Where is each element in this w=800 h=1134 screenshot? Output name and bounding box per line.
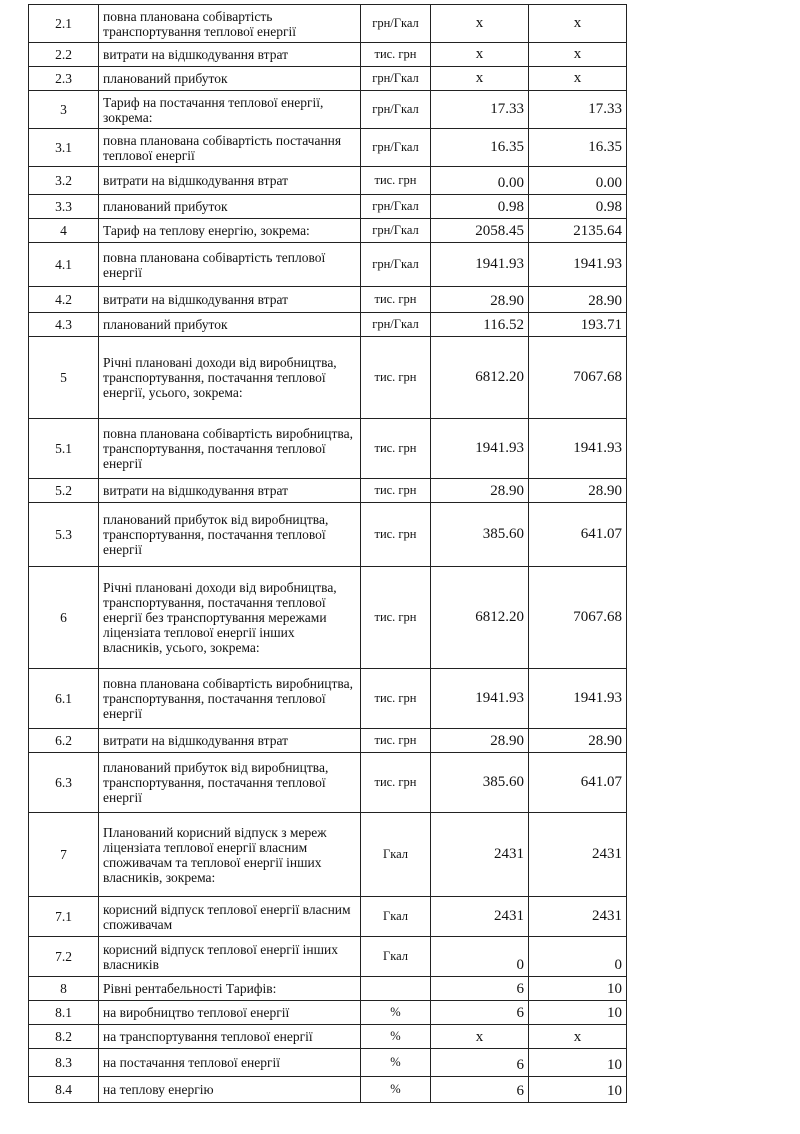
row-number: 2.2 xyxy=(29,43,99,67)
row-indicator-name: планований прибуток xyxy=(99,67,361,91)
row-indicator-name: повна планована собівартість виробництва, транспортування, постачання теплової енергії xyxy=(99,669,361,729)
row-unit: тис. грн xyxy=(361,729,431,753)
row-number: 2.1 xyxy=(29,5,99,43)
table-row xyxy=(29,567,627,669)
row-number: 4 xyxy=(29,219,99,243)
row-value-1: 2058.45 xyxy=(431,219,529,243)
row-value-2: 28.90 xyxy=(529,729,627,753)
tariff-table-body xyxy=(29,5,627,1103)
row-unit: грн/Гкал xyxy=(361,67,431,91)
row-indicator-name: корисний відпуск теплової енергії інших власників xyxy=(99,937,361,977)
tariff-table xyxy=(28,4,627,1103)
row-value-1: 2431 xyxy=(431,813,529,897)
row-indicator-name: корисний відпуск теплової енергії власним споживачам xyxy=(99,897,361,937)
row-value-2: 10 xyxy=(529,1001,627,1025)
row-value-1: 6812.20 xyxy=(431,567,529,669)
row-value-1: 6 xyxy=(431,1049,529,1077)
table-row xyxy=(29,937,627,977)
row-number: 5.2 xyxy=(29,479,99,503)
row-value-2: 2431 xyxy=(529,897,627,937)
row-number: 8.4 xyxy=(29,1077,99,1103)
row-value-1: 6 xyxy=(431,977,529,1001)
row-value-2: 0 xyxy=(529,937,627,977)
row-value-2: 7067.68 xyxy=(529,337,627,419)
row-value-2: х xyxy=(529,67,627,91)
row-indicator-name: на транспортування теплової енергії xyxy=(99,1025,361,1049)
row-unit: тис. грн xyxy=(361,167,431,195)
table-row xyxy=(29,1001,627,1025)
row-value-2: 0.98 xyxy=(529,195,627,219)
row-value-1: х xyxy=(431,5,529,43)
row-indicator-name: на виробництво теплової енергії xyxy=(99,1001,361,1025)
row-value-2: 7067.68 xyxy=(529,567,627,669)
row-indicator-name: планований прибуток xyxy=(99,313,361,337)
row-indicator-name: витрати на відшкодування втрат xyxy=(99,167,361,195)
row-unit: тис. грн xyxy=(361,287,431,313)
table-row xyxy=(29,195,627,219)
row-unit: грн/Гкал xyxy=(361,219,431,243)
row-value-2: 28.90 xyxy=(529,287,627,313)
row-number: 7.2 xyxy=(29,937,99,977)
row-value-1: 116.52 xyxy=(431,313,529,337)
row-unit: тис. грн xyxy=(361,669,431,729)
row-value-2: х xyxy=(529,1025,627,1049)
table-row xyxy=(29,67,627,91)
row-value-1: 0.00 xyxy=(431,167,529,195)
row-indicator-name: витрати на відшкодування втрат xyxy=(99,287,361,313)
row-unit: Гкал xyxy=(361,813,431,897)
row-indicator-name: витрати на відшкодування втрат xyxy=(99,729,361,753)
row-unit: тис. грн xyxy=(361,753,431,813)
row-indicator-name: Тариф на теплову енергію, зокрема: xyxy=(99,219,361,243)
row-number: 3.3 xyxy=(29,195,99,219)
row-number: 8.2 xyxy=(29,1025,99,1049)
row-unit: % xyxy=(361,1077,431,1103)
table-row xyxy=(29,729,627,753)
row-number: 3 xyxy=(29,91,99,129)
table-row xyxy=(29,5,627,43)
row-number: 7 xyxy=(29,813,99,897)
row-indicator-name: на теплову енергію xyxy=(99,1077,361,1103)
row-unit: грн/Гкал xyxy=(361,243,431,287)
row-value-2: 17.33 xyxy=(529,91,627,129)
row-indicator-name: Річні плановані доходи від виробництва, транспортування, постачання теплової енергії без транспортування мережами ліцензіата теплової енергії інших власників, усього, зокрема: xyxy=(99,567,361,669)
row-value-1: 6 xyxy=(431,1001,529,1025)
table-row xyxy=(29,1025,627,1049)
row-value-2: х xyxy=(529,43,627,67)
row-indicator-name: планований прибуток від виробництва, транспортування, постачання теплової енергії xyxy=(99,753,361,813)
table-row xyxy=(29,419,627,479)
table-row xyxy=(29,479,627,503)
table-row xyxy=(29,313,627,337)
row-value-2: 193.71 xyxy=(529,313,627,337)
row-value-2: х xyxy=(529,5,627,43)
table-row xyxy=(29,91,627,129)
row-value-2: 10 xyxy=(529,1077,627,1103)
row-number: 8.1 xyxy=(29,1001,99,1025)
row-number: 5.1 xyxy=(29,419,99,479)
table-row xyxy=(29,219,627,243)
row-number: 6 xyxy=(29,567,99,669)
table-row xyxy=(29,813,627,897)
row-value-1: 28.90 xyxy=(431,479,529,503)
row-indicator-name: повна планована собівартість постачання теплової енергії xyxy=(99,129,361,167)
row-value-1: 16.35 xyxy=(431,129,529,167)
table-row xyxy=(29,503,627,567)
row-indicator-name: Рівні рентабельності Тарифів: xyxy=(99,977,361,1001)
row-value-1: 385.60 xyxy=(431,753,529,813)
row-number: 5.3 xyxy=(29,503,99,567)
row-unit: тис. грн xyxy=(361,43,431,67)
row-value-2: 2135.64 xyxy=(529,219,627,243)
table-row xyxy=(29,977,627,1001)
row-indicator-name: повна планована собівартість транспортування теплової енергії xyxy=(99,5,361,43)
row-value-2: 1941.93 xyxy=(529,419,627,479)
row-indicator-name: Річні плановані доходи від виробництва, транспортування, постачання теплової енергії, усього, зокрема: xyxy=(99,337,361,419)
row-number: 8 xyxy=(29,977,99,1001)
table-row xyxy=(29,243,627,287)
row-unit: % xyxy=(361,1001,431,1025)
table-row xyxy=(29,287,627,313)
table-row xyxy=(29,337,627,419)
row-indicator-name: на постачання теплової енергії xyxy=(99,1049,361,1077)
row-value-2: 2431 xyxy=(529,813,627,897)
row-number: 5 xyxy=(29,337,99,419)
table-row xyxy=(29,129,627,167)
table-row xyxy=(29,753,627,813)
row-number: 6.1 xyxy=(29,669,99,729)
row-indicator-name: планований прибуток від виробництва, транспортування, постачання теплової енергії xyxy=(99,503,361,567)
table-row xyxy=(29,1049,627,1077)
row-indicator-name: Планований корисний відпуск з мереж ліцензіата теплової енергії власним споживачам та теплової енергії інших власників, зокрема: xyxy=(99,813,361,897)
row-value-2: 1941.93 xyxy=(529,669,627,729)
row-indicator-name: Тариф на постачання теплової енергії, зокрема: xyxy=(99,91,361,129)
row-indicator-name: планований прибуток xyxy=(99,195,361,219)
row-unit: тис. грн xyxy=(361,567,431,669)
row-indicator-name: витрати на відшкодування втрат xyxy=(99,479,361,503)
row-unit: тис. грн xyxy=(361,419,431,479)
row-unit: тис. грн xyxy=(361,503,431,567)
row-value-1: 0.98 xyxy=(431,195,529,219)
table-row xyxy=(29,1077,627,1103)
row-unit xyxy=(361,977,431,1001)
row-unit: грн/Гкал xyxy=(361,195,431,219)
row-unit: % xyxy=(361,1049,431,1077)
row-value-1: 1941.93 xyxy=(431,243,529,287)
row-number: 8.3 xyxy=(29,1049,99,1077)
row-number: 4.3 xyxy=(29,313,99,337)
row-number: 4.2 xyxy=(29,287,99,313)
row-number: 7.1 xyxy=(29,897,99,937)
row-value-1: 28.90 xyxy=(431,729,529,753)
row-value-1: х xyxy=(431,67,529,91)
row-number: 2.3 xyxy=(29,67,99,91)
row-value-2: 16.35 xyxy=(529,129,627,167)
row-value-1: 1941.93 xyxy=(431,419,529,479)
row-unit: Гкал xyxy=(361,897,431,937)
row-number: 6.3 xyxy=(29,753,99,813)
row-number: 3.2 xyxy=(29,167,99,195)
row-unit: тис. грн xyxy=(361,479,431,503)
row-value-1: 6 xyxy=(431,1077,529,1103)
row-value-2: 641.07 xyxy=(529,753,627,813)
row-value-2: 0.00 xyxy=(529,167,627,195)
row-value-1: 28.90 xyxy=(431,287,529,313)
table-row xyxy=(29,669,627,729)
row-value-1: х xyxy=(431,43,529,67)
row-indicator-name: повна планована собівартість виробництва, транспортування, постачання теплової енергії xyxy=(99,419,361,479)
table-row xyxy=(29,167,627,195)
row-value-2: 10 xyxy=(529,1049,627,1077)
row-value-1: 6812.20 xyxy=(431,337,529,419)
row-unit: % xyxy=(361,1025,431,1049)
row-unit: Гкал xyxy=(361,937,431,977)
row-number: 4.1 xyxy=(29,243,99,287)
table-row xyxy=(29,43,627,67)
row-unit: грн/Гкал xyxy=(361,91,431,129)
row-unit: грн/Гкал xyxy=(361,5,431,43)
row-value-1: 385.60 xyxy=(431,503,529,567)
row-number: 3.1 xyxy=(29,129,99,167)
row-value-2: 641.07 xyxy=(529,503,627,567)
row-indicator-name: повна планована собівартість теплової енергії xyxy=(99,243,361,287)
row-value-2: 1941.93 xyxy=(529,243,627,287)
row-value-1: 2431 xyxy=(431,897,529,937)
row-unit: грн/Гкал xyxy=(361,129,431,167)
row-value-1: 0 xyxy=(431,937,529,977)
row-number: 6.2 xyxy=(29,729,99,753)
row-indicator-name: витрати на відшкодування втрат xyxy=(99,43,361,67)
row-value-1: 17.33 xyxy=(431,91,529,129)
row-value-1: х xyxy=(431,1025,529,1049)
row-unit: грн/Гкал xyxy=(361,313,431,337)
row-value-2: 10 xyxy=(529,977,627,1001)
row-unit: тис. грн xyxy=(361,337,431,419)
table-row xyxy=(29,897,627,937)
row-value-1: 1941.93 xyxy=(431,669,529,729)
row-value-2: 28.90 xyxy=(529,479,627,503)
